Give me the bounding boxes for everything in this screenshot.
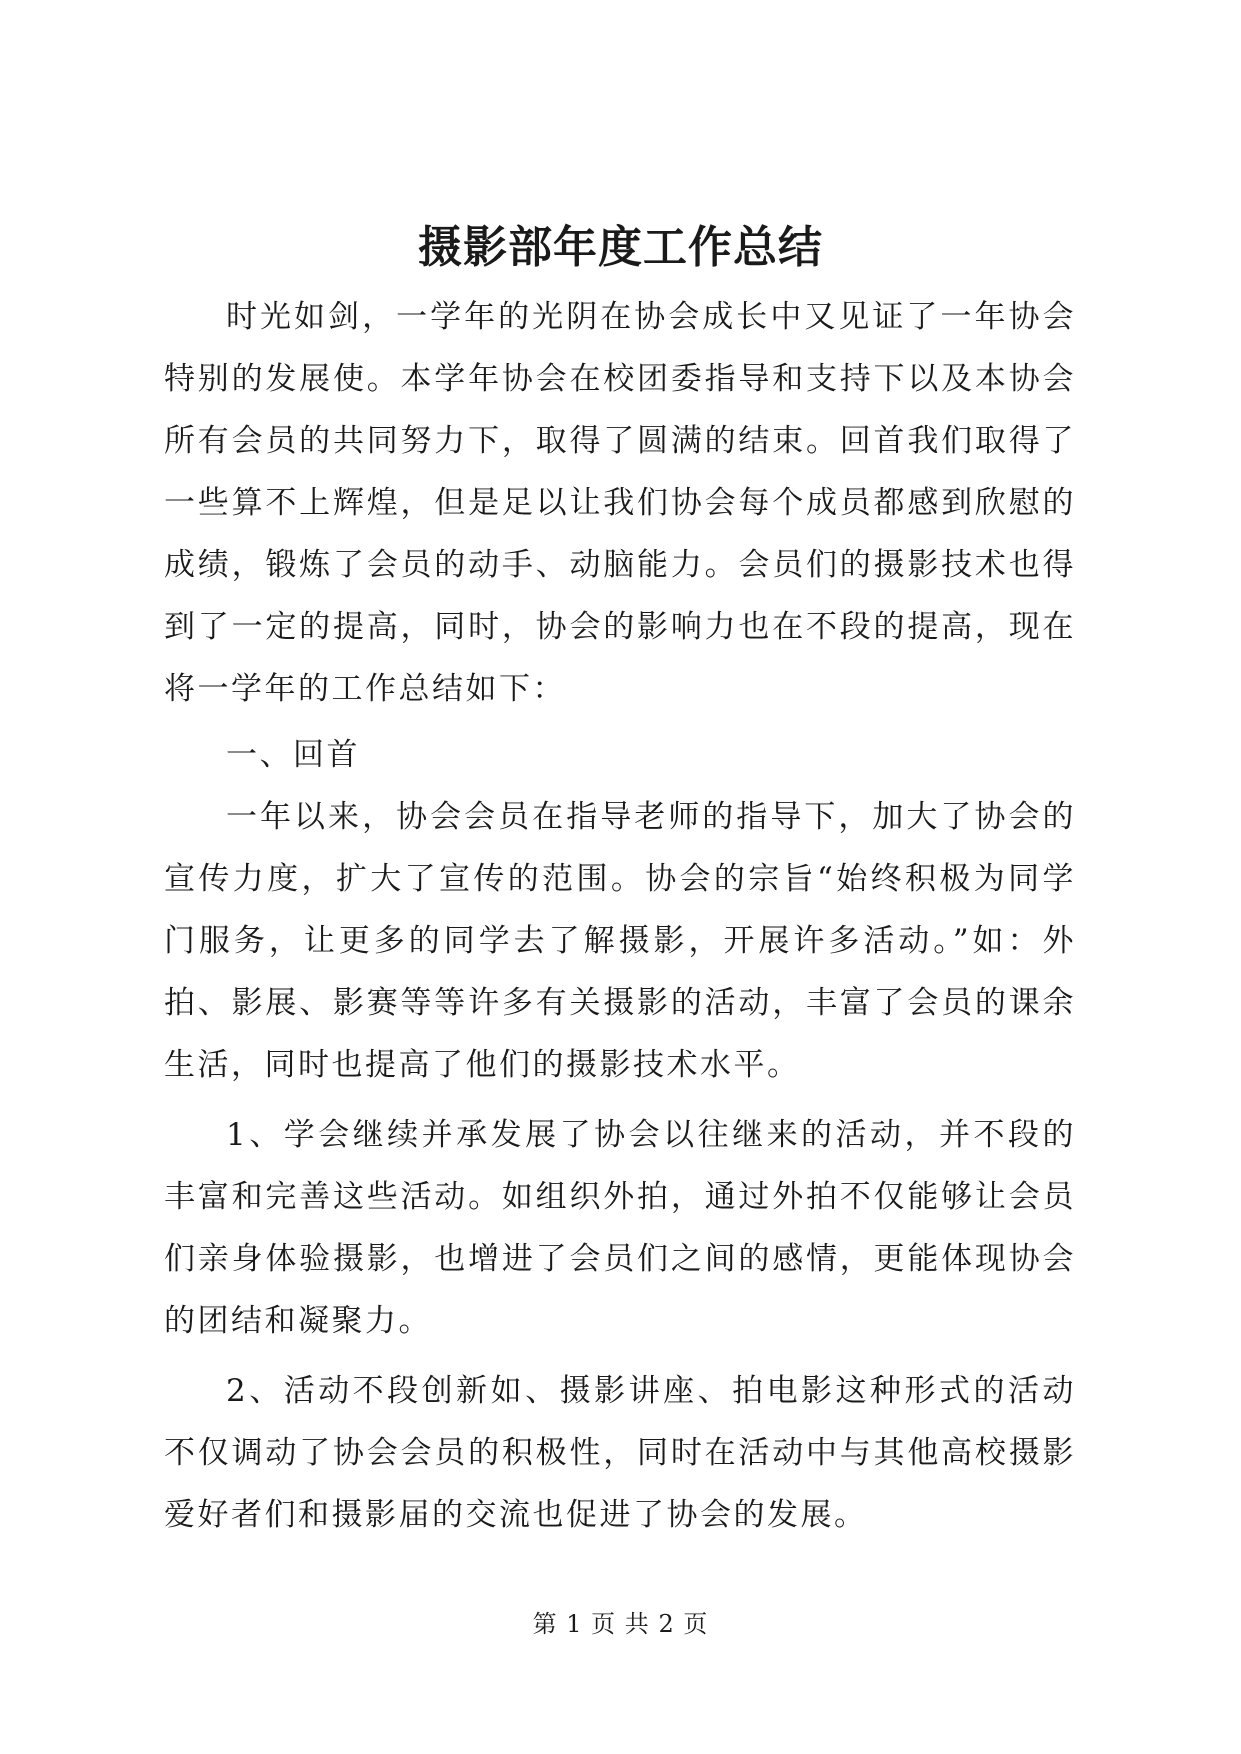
paragraph-item-2: 2、活动不段创新如、摄影讲座、拍电影这种形式的活动不仅调动了协会会员的积极性，同时在活动中与其他高校摄影爱好者们和摄影届的交流也促进了协会的发展。 bbox=[164, 1373, 1076, 1533]
document-title: 摄影部年度工作总结 bbox=[418, 222, 823, 273]
paragraph-intro: 时光如剑，一学年的光阴在协会成长中又见证了一年协会特别的发展使。本学年协会在校团委指导和支持下以及本协会所有会员的共同努力下，取得了圆满的结束。回首我们取得了一些算不上辉煌，但是足以让我们协会每个成员都感到欣慰的成绩，锻炼了会员的动手、动脑能力。会员们的摄影技术也得到了一定的提高，同时，协会的影响力也在不段的提高，现在将一学年的工作总结如下： bbox=[164, 299, 1076, 707]
document-body bbox=[164, 286, 1076, 1546]
paragraph-review: 一年以来，协会会员在指导老师的指导下，加大了协会的宣传力度，扩大了宣传的范围。协会的宗旨“始终积极为同学门服务，让更多的同学去了解摄影，开展许多活动。”如：外拍、影展、影赛等等许多有关摄影的活动，丰富了会员的课余生活，同时也提高了他们的摄影技术水平。 bbox=[164, 799, 1076, 1083]
page-footer: 第 1 页 共 2 页 bbox=[532, 1610, 709, 1638]
paragraph-item-1: 1、学会继续并承发展了协会以往继来的活动，并不段的丰富和完善这些活动。如组织外拍，通过外拍不仅能够让会员们亲身体验摄影，也增进了会员们之间的感情，更能体现协会的团结和凝聚力。 bbox=[164, 1117, 1076, 1339]
section-heading-review: 一、回首 bbox=[226, 737, 360, 773]
